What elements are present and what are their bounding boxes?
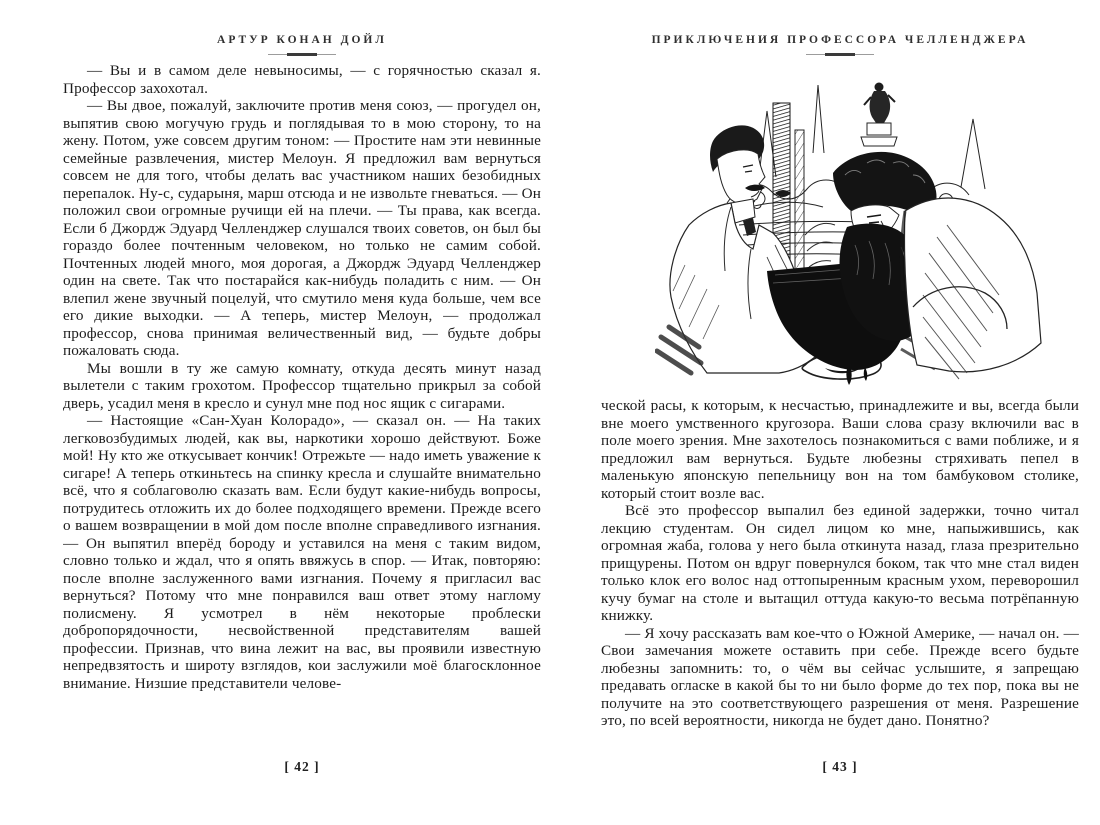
running-head-right: ПРИКЛЮЧЕНИЯ ПРОФЕССОРА ЧЕЛЛЕНДЖЕРА <box>651 34 1029 46</box>
paragraph: — Вы и в самом деле невыносимы, — с горячностью сказал я. Профессор захохотал. <box>63 62 541 97</box>
paragraph: — Я хочу рассказать вам кое-что о Южной Америке, — начал он. — Свои замечания можете оставить при себе. Прежде всего будьте любезны запомнить: то, о чём вы сейчас услышите, я запрещаю предавать огласке в какой бы то ни было форме до тех пор, пока вы не получите на это соответствующего разрешения от меня. Разрешение это, по всей вероятности, никогда не будет дано. Понятно? <box>601 624 1079 729</box>
page-right <box>601 0 1079 825</box>
ink-sketch-illustration <box>655 75 1045 390</box>
book-illustration <box>655 75 1045 390</box>
paragraph: ческой расы, к которым, к несчастью, принадлежите и вы, всегда были вне моего умственного кругозора. Ваши слова сразу включили вас в поле моего зрения. Мне захотелось познакомиться с вами поближе, и я предложил вам вернуться. Будьте любезны стряхивать пепел в маленькую японскую пепельницу вон на том бамбуковом столике, который стоит возле вас. <box>601 397 1079 502</box>
paragraph: Мы вошли в ту же самую комнату, откуда десять минут назад вылетели с таким грохотом. Профессор тщательно прикрыл за собой дверь, усадил меня в кресло и сунул мне под нос ящик с сигарами. <box>63 359 541 412</box>
running-head-rule-right <box>806 53 874 56</box>
paragraph: — Вы двое, пожалуй, заключите против меня союз, — прогудел он, выпятив свою могучую грудь и поглядывая то в мою сторону, то на жену. Потом, уже совсем другим тоном: — Простите нам эти невинные семейные развлечения, мистер Мелоун. Я предложил вам вернуться совсем не для того, чтобы делать вас участником наших безобидных перепалок. Ну-с, сударыня, марш отсюда и не извольте гневаться. — Он положил свои огромные ручищи ей на плечи. — Ты права, как всегда. Если б Джордж Эдуард Челленджер слушался твоих советов, он был бы гораздо более почтенным человеком, но только не самим собой. Почтенных людей много, моя дорогая, а Джордж Эдуард Челленджер один на свете. Так что постарайся как-нибудь поладить с ним. — Он влепил жене звучный поцелуй, что смутило меня куда больше, чем все его дикие выходки. — А теперь, мистер Мелоун, — продолжал профессор, снова принимая величественный вид, — будьте добры пожаловать сюда. <box>63 97 541 359</box>
body-text-left <box>63 62 541 756</box>
running-head-left: АРТУР КОНАН ДОЙЛ <box>217 34 387 46</box>
paragraph: — Настоящие «Сан-Хуан Колорадо», — сказал он. — На таких легковозбудимых людей, как вы, наркотики хорошо действуют. Боже мой! Ну кто же откусывает кончик! Отрежьте — надо иметь уважение к сигаре! А теперь откиньтесь на спинку кресла и слушайте внимательно всё, что я соблаговолю сказать вам. Если будут какие-нибудь вопросы, потрудитесь отложить их до более подходящего времени. Прежде всего о вашем возвращении в мой дом после вполне справедливого изгнания. — Он выпятил вперёд бороду и уставился на меня с таким видом, словно только и ждал, что я опять ввяжусь в спор. — Итак, повторяю: после вполне заслуженного вами изгнания. Почему я пригласил вас вернуться? Потому что мне понравился ваш ответ этому наглому полисмену. Я усмотрел в нём некоторые проблески добропорядочности, несвойственной представителям вашей профессии. Признав, что вина лежит на вас, вы проявили известную непредвзятость и широту взглядов, кои заслужили моё благосклонное внимание. Низшие представители челове- <box>63 412 541 692</box>
running-head-rule-left <box>268 53 336 56</box>
page-number-left: [ 42 ] <box>284 759 320 774</box>
statuette <box>861 83 897 147</box>
paragraph: Всё это профессор выпалил без единой задержки, точно читал лекцию студентам. Он сидел лицом ко мне, напыжившись, как огромная жаба, голова у него была откинута назад, глаза презрительно прищурены. Потом он вдруг повернулся боком, так что мне стал виден только клок его волос над оттопыренным красным ухом, переворошил кучу бумаг на столе и вытащил оттуда какую-то весьма потрёпанную книжку. <box>601 502 1079 624</box>
page-left <box>63 0 541 825</box>
page-number-right: [ 43 ] <box>822 759 858 774</box>
body-text-right <box>601 397 1079 755</box>
